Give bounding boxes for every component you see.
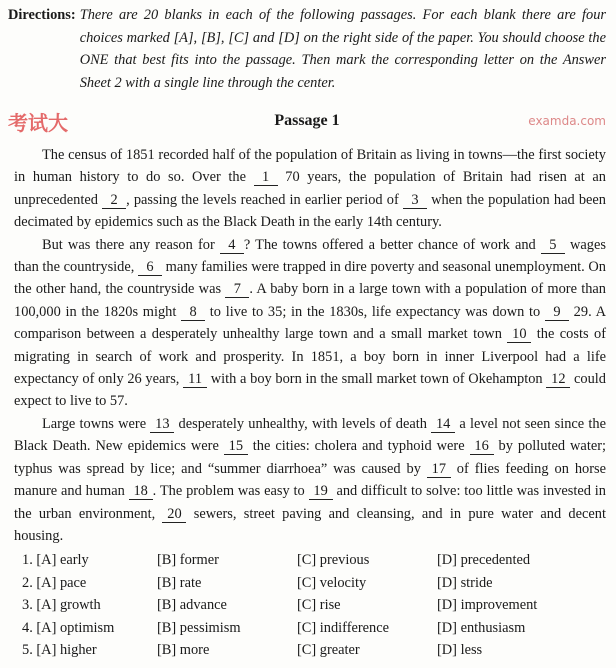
- blank-19: 19: [309, 484, 333, 500]
- passage-body: [8, 144, 606, 547]
- option-choice: [D] improvement: [437, 597, 538, 614]
- paragraph-text: of flies feeding on horse manure and human: [14, 460, 606, 500]
- option-choice: 1. [A] early: [22, 552, 89, 569]
- option-choice: [C] indifference: [297, 619, 390, 636]
- watermark-logo: 考试大: [8, 110, 68, 135]
- paragraph: [14, 413, 606, 547]
- paragraph: [14, 144, 606, 234]
- directions: [8, 4, 606, 94]
- blank-11: 11: [183, 372, 207, 388]
- option-row: [22, 617, 606, 640]
- directions-text: There are 20 blanks in each of the following passages. For each blank there are four choices marked [A], [B], [C] and [D] on the right side of the paper. You should choose the ONE that best fits into the passage. Then mark the corresponding letter on the Answer Sheet 2 with a single line through the center.: [79, 7, 606, 91]
- blank-10: 10: [507, 327, 531, 343]
- option-row: [22, 572, 606, 595]
- blank-7: 7: [225, 282, 249, 298]
- paragraph-text: by polluted water; typhus was spread by lice; and “summer diarrhoea” was caused by: [14, 438, 606, 477]
- blank-1: 1: [254, 170, 278, 186]
- paragraph-text: desperately unhealthy, with levels of death: [174, 415, 432, 432]
- option-choice: [D] less: [437, 642, 483, 659]
- paragraph-text: and difficult to solve: too little was invested in the urban environment,: [14, 483, 607, 522]
- blank-9: 9: [545, 305, 569, 321]
- paragraph-text: a level not seen since the Black Death. New epidemics were: [14, 415, 606, 455]
- blank-2: 2: [102, 193, 126, 209]
- option-choice: [B] more: [157, 642, 210, 659]
- option-choice: [D] enthusiasm: [437, 619, 526, 636]
- paragraph-text: to live to 35; in the 1830s, life expectancy was down to: [205, 303, 545, 320]
- answer-options: [8, 549, 606, 662]
- option-choice: 3. [A] growth: [22, 597, 101, 614]
- paragraph: [14, 234, 606, 413]
- blank-18: 18: [129, 484, 153, 500]
- directions-label: Directions:: [8, 7, 76, 23]
- passage-title: Passage 1: [274, 112, 340, 129]
- blank-12: 12: [546, 372, 570, 388]
- option-choice: [D] stride: [437, 574, 493, 591]
- option-choice: [B] former: [157, 552, 219, 569]
- option-choice: 5. [A] higher: [22, 642, 97, 659]
- watermark-url: examda.com: [528, 114, 606, 128]
- blank-3: 3: [403, 193, 427, 209]
- blank-17: 17: [427, 462, 451, 478]
- paragraph-text: wages than the countryside,: [14, 236, 606, 276]
- directions-row: [8, 4, 606, 94]
- option-choice: 4. [A] optimism: [22, 619, 115, 636]
- option-choice: [B] pessimism: [157, 619, 241, 636]
- option-choice: [B] advance: [157, 597, 227, 614]
- paragraph-text: ? The towns offered a better chance of work and: [243, 236, 541, 253]
- option-choice: [C] greater: [297, 642, 360, 659]
- paragraph-text: with a boy born in the small market town of Okehampton: [207, 371, 547, 388]
- paragraph-text: . A baby born in a large town with a population of more than 100,000 in the 1820s might: [14, 281, 606, 320]
- blank-16: 16: [470, 439, 494, 455]
- blank-8: 8: [181, 305, 205, 321]
- paragraph-text: , passing the levels reached in earlier period of: [126, 191, 403, 208]
- blank-14: 14: [431, 417, 455, 433]
- paragraph-text: could expect to live to 57.: [14, 371, 606, 410]
- option-choice: [D] precedented: [437, 552, 531, 569]
- blank-20: 20: [162, 507, 186, 523]
- paragraph-text: The census of 1851 recorded half of the population of Britain as living in towns—the first society in human history to do so. Over the: [14, 147, 606, 186]
- paragraph-text: the costs of migrating in search of work and prosperity. In 1851, a boy born in inner Liverpool had a life expectancy of only 26 years,: [14, 326, 606, 388]
- paragraph-text: sewers, street paving and cleansing, and in pure water and decent housing.: [14, 505, 606, 544]
- blank-5: 5: [541, 238, 565, 254]
- option-choice: 2. [A] pace: [22, 574, 87, 591]
- blank-4: 4: [220, 238, 244, 254]
- paragraph-text: But was there any reason for: [42, 236, 220, 253]
- option-row: [22, 549, 606, 572]
- blank-15: 15: [224, 439, 248, 455]
- blank-13: 13: [150, 417, 174, 433]
- paragraph-text: . The problem was easy to: [152, 483, 309, 500]
- paragraph-text: many families were trapped in dire poverty and seasonal unemployment. On the other hand, the countryside was: [14, 259, 606, 298]
- paragraph-text: 70 years, the population of Britain had risen at an unprecedented: [14, 169, 606, 208]
- paragraph-text: Large towns were: [42, 415, 151, 432]
- option-choice: [C] previous: [297, 552, 370, 569]
- blank-6: 6: [138, 260, 162, 276]
- paragraph-text: when the population had been decimated by epidemics such as the Black Death in the early 14th century.: [14, 191, 607, 231]
- option-row: [22, 594, 606, 617]
- option-choice: [C] velocity: [297, 574, 367, 591]
- paragraph-text: 29. A comparison between a desperately unhealthy large town and a small market town: [14, 303, 606, 343]
- title-row: [8, 108, 606, 134]
- option-choice: [B] rate: [157, 574, 202, 591]
- option-choice: [C] rise: [297, 597, 341, 614]
- paragraph-text: the cities: cholera and typhoid were: [247, 438, 470, 455]
